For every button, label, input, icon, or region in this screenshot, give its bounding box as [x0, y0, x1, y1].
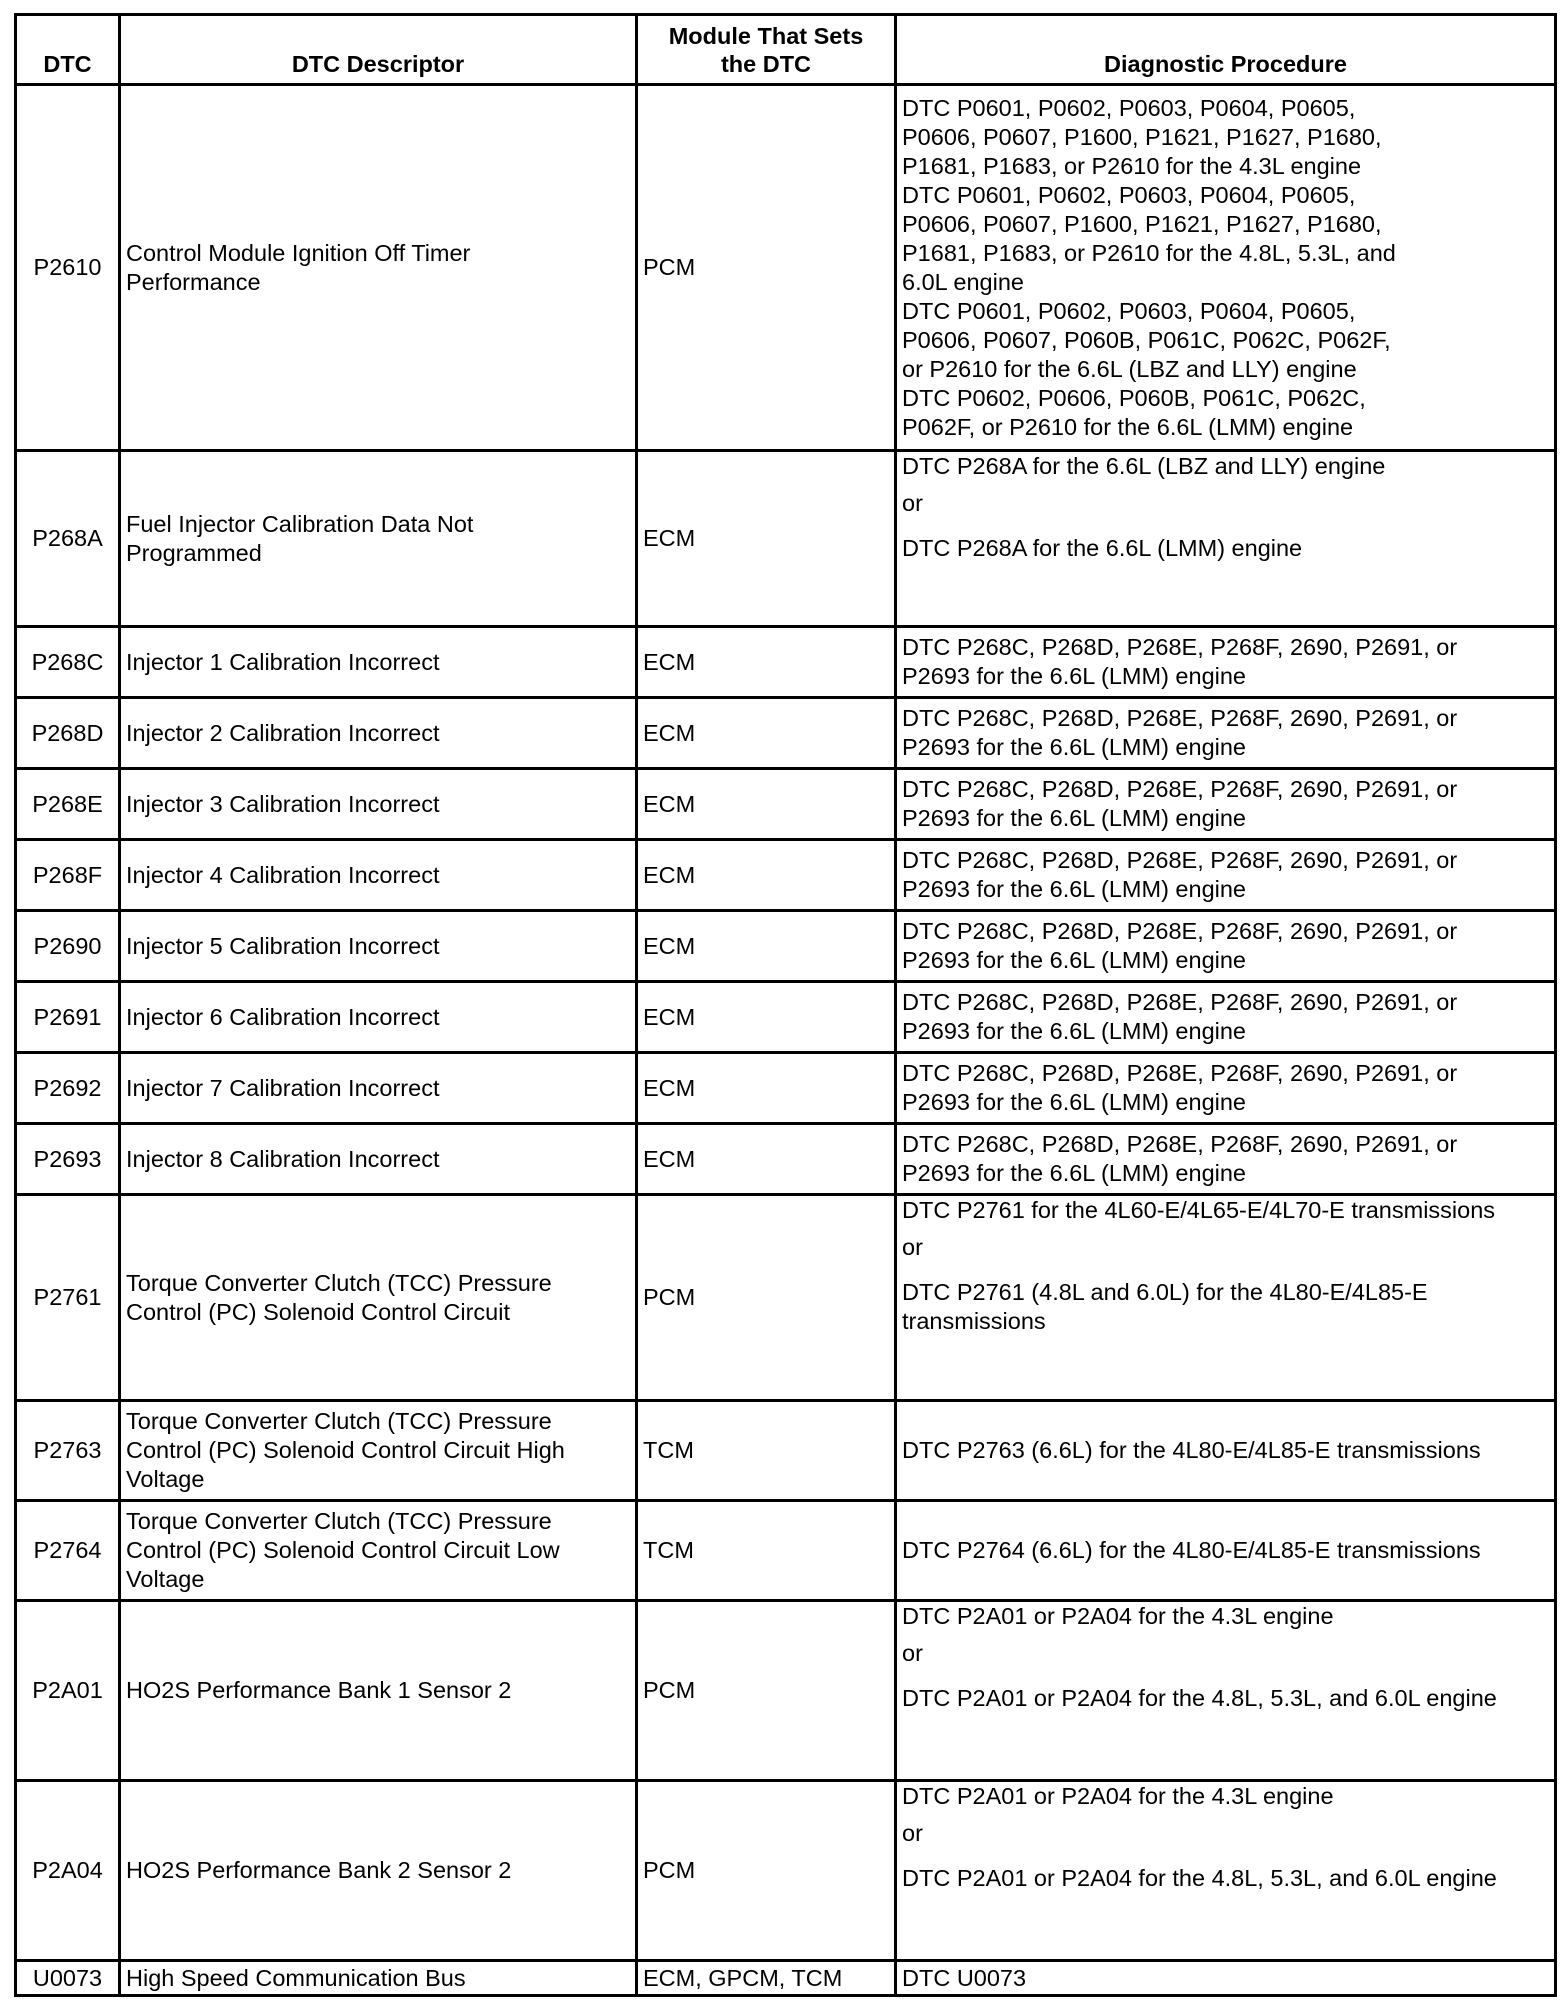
module-cell	[637, 840, 896, 911]
procedure-line: 6.0L engine	[902, 268, 1024, 295]
dtc-code-cell	[16, 1781, 120, 1961]
procedure-line: P1681, P1683, or P2610 for the 4.3L engine	[902, 152, 1362, 179]
dtc-descriptor-line: Voltage	[126, 1466, 205, 1492]
module-name: TCM	[643, 1537, 694, 1563]
dtc-code: P268D	[31, 719, 104, 746]
procedure-line: DTC P0601, P0602, P0603, P0604, P0605,	[902, 94, 1356, 121]
module-name: ECM	[643, 932, 696, 959]
procedure-line: DTC P268C, P268D, P268E, P268F, 2690, P2691, or	[902, 1060, 1458, 1086]
procedure-line: P2693 for the 6.6L (LMM) engine	[902, 805, 1246, 831]
dtc-code: P268E	[32, 790, 103, 817]
module-name: ECM	[643, 1003, 696, 1030]
dtc-descriptor-line: Injector 3 Calibration Incorrect	[126, 790, 440, 817]
procedure-cell	[896, 1053, 1556, 1124]
table-row	[16, 85, 1556, 451]
procedure-separator: or	[902, 490, 923, 516]
dtc-descriptor-line: Injector 1 Calibration Incorrect	[126, 648, 440, 675]
module-cell	[637, 911, 896, 982]
spacer	[902, 1262, 1549, 1270]
procedure-entry	[902, 988, 1549, 1046]
procedure-line: DTC P268C, P268D, P268E, P268F, 2690, P2691, or	[902, 776, 1458, 802]
dtc-table	[14, 13, 1557, 1997]
procedure-cell	[896, 1601, 1556, 1781]
procedure-line: DTC P268A for the 6.6L (LMM) engine	[902, 535, 1303, 561]
procedure-line: P2693 for the 6.6L (LMM) engine	[902, 734, 1246, 760]
dtc-descriptor-line: Injector 8 Calibration Incorrect	[126, 1145, 440, 1172]
module-name: ECM	[643, 1074, 696, 1101]
spacer	[902, 1270, 1549, 1278]
procedure-line: DTC U0073	[902, 1964, 1027, 1991]
procedure-separator: or	[902, 1234, 923, 1260]
procedure-entry	[902, 1864, 1549, 1893]
dtc-descriptor-line: Control Module Ignition Off Timer	[126, 239, 471, 266]
procedure-cell	[896, 1401, 1556, 1501]
procedure-entry	[902, 775, 1549, 833]
dtc-code-cell	[16, 1501, 120, 1601]
dtc-code: P2692	[33, 1074, 102, 1101]
procedure-entry	[902, 1130, 1549, 1188]
dtc-descriptor-cell	[120, 769, 637, 840]
module-cell	[637, 1601, 896, 1781]
procedure-line: DTC P2764 (6.6L) for the 4L80-E/4L85-E transmissions	[902, 1537, 1481, 1563]
procedure-cell	[896, 911, 1556, 982]
dtc-code: U0073	[32, 1964, 103, 1991]
dtc-code-cell	[16, 982, 120, 1053]
module-cell	[637, 1195, 896, 1401]
dtc-descriptor-cell	[120, 698, 637, 769]
procedure-line: DTC P268C, P268D, P268E, P268F, 2690, P2691, or	[902, 1131, 1458, 1157]
dtc-code-cell	[16, 1961, 120, 1996]
header-module	[637, 15, 896, 85]
dtc-descriptor-line: Injector 4 Calibration Incorrect	[126, 861, 440, 888]
module-cell	[637, 1781, 896, 1961]
procedure-cell	[896, 1195, 1556, 1401]
procedure-entry	[902, 846, 1549, 904]
dtc-code: P2693	[33, 1145, 102, 1172]
module-cell	[637, 1124, 896, 1195]
dtc-code: P2690	[33, 932, 102, 959]
dtc-code: P2764	[33, 1537, 102, 1563]
procedure-entry	[902, 1278, 1549, 1336]
header-procedure: Diagnostic Procedure	[896, 15, 1556, 85]
table-row	[16, 1601, 1556, 1781]
dtc-descriptor-line: Fuel Injector Calibration Data Not	[126, 510, 474, 537]
table-row	[16, 451, 1556, 627]
table-row	[16, 1124, 1556, 1195]
dtc-descriptor-line: Control (PC) Solenoid Control Circuit	[126, 1298, 510, 1325]
dtc-descriptor-line: Programmed	[126, 539, 262, 566]
procedure-line: DTC P268C, P268D, P268E, P268F, 2690, P2691, or	[902, 847, 1458, 873]
procedure-line: DTC P0601, P0602, P0603, P0604, P0605,	[902, 297, 1356, 324]
dtc-descriptor-line: Control (PC) Solenoid Control Circuit High	[126, 1437, 565, 1463]
procedure-cell	[896, 840, 1556, 911]
procedure-line: P0606, P0607, P1600, P1621, P1627, P1680,	[902, 123, 1382, 150]
module-cell	[637, 1401, 896, 1501]
dtc-descriptor-cell	[120, 85, 637, 451]
procedure-line: DTC P2A01 or P2A04 for the 4.8L, 5.3L, and 6.0L engine	[902, 1865, 1497, 1891]
procedure-line: DTC P2761 (4.8L and 6.0L) for the 4L80-E/4L85-E	[902, 1279, 1428, 1305]
procedure-line: DTC P0602, P0606, P060B, P061C, P062C,	[902, 384, 1366, 411]
table-row	[16, 698, 1556, 769]
procedure-entry	[902, 1059, 1549, 1117]
procedure-entry	[902, 384, 1549, 442]
table-row	[16, 769, 1556, 840]
header-row	[16, 15, 1556, 85]
spacer	[902, 1811, 1549, 1819]
procedure-line: or P2610 for the 6.6L (LBZ and LLY) engine	[902, 355, 1357, 382]
module-name: ECM	[643, 861, 696, 888]
dtc-code-cell	[16, 1401, 120, 1501]
procedure-line: DTC P268C, P268D, P268E, P268F, 2690, P2691, or	[902, 634, 1458, 660]
procedure-line: P0606, P0607, P1600, P1621, P1627, P1680,	[902, 210, 1382, 237]
dtc-descriptor-line: High Speed Communication Bus	[126, 1964, 466, 1991]
module-name: TCM	[643, 1437, 694, 1463]
procedure-entry	[902, 534, 1549, 563]
dtc-code-cell	[16, 698, 120, 769]
header-module-line1: Module That Sets	[668, 23, 864, 49]
dtc-descriptor-cell	[120, 1501, 637, 1601]
module-name: ECM	[643, 1145, 696, 1172]
dtc-code-cell	[16, 911, 120, 982]
procedure-cell	[896, 1781, 1556, 1961]
dtc-code: P268A	[32, 525, 103, 551]
module-cell	[637, 769, 896, 840]
procedure-entry	[902, 1684, 1549, 1713]
header-module-line2: the DTC	[720, 51, 812, 77]
procedure-line: P0606, P0607, P060B, P061C, P062C, P062F,	[902, 326, 1391, 353]
procedure-cell	[896, 1124, 1556, 1195]
table-row	[16, 840, 1556, 911]
dtc-code-cell	[16, 1601, 120, 1781]
procedure-cell	[896, 451, 1556, 627]
procedure-cell	[896, 982, 1556, 1053]
procedure-entry	[902, 1536, 1549, 1565]
procedure-line: DTC P0601, P0602, P0603, P0604, P0605,	[902, 181, 1356, 208]
procedure-separator: or	[902, 1640, 923, 1666]
procedure-cell	[896, 698, 1556, 769]
procedure-entry	[902, 1964, 1549, 1993]
procedure-line: DTC P2A01 or P2A04 for the 4.3L engine	[902, 1783, 1334, 1809]
dtc-code: P2A01	[32, 1677, 103, 1703]
module-name: ECM	[643, 525, 696, 551]
procedure-entry	[902, 1436, 1549, 1465]
procedure-entry	[902, 1196, 1549, 1225]
dtc-descriptor-cell	[120, 1053, 637, 1124]
module-cell	[637, 698, 896, 769]
procedure-line: P2693 for the 6.6L (LMM) engine	[902, 947, 1246, 973]
module-name: ECM	[643, 719, 696, 746]
module-name: PCM	[643, 254, 696, 280]
procedure-entry	[902, 181, 1549, 297]
dtc-code: P2761	[33, 1284, 102, 1310]
dtc-code-cell	[16, 1195, 120, 1401]
procedure-entry	[902, 452, 1549, 481]
dtc-descriptor-cell	[120, 1601, 637, 1781]
dtc-descriptor-cell	[120, 911, 637, 982]
procedure-entry	[902, 1782, 1549, 1811]
procedure-line: P062F, or P2610 for the 6.6L (LMM) engine	[902, 413, 1354, 440]
procedure-line: P1681, P1683, or P2610 for the 4.8L, 5.3L, and	[902, 239, 1396, 266]
dtc-code: P2610	[33, 254, 102, 280]
dtc-descriptor-cell	[120, 1195, 637, 1401]
spacer	[902, 1631, 1549, 1639]
spacer	[902, 1225, 1549, 1233]
spacer	[902, 1848, 1549, 1856]
dtc-code-cell	[16, 1053, 120, 1124]
dtc-descriptor-line: Torque Converter Clutch (TCC) Pressure	[126, 1269, 552, 1296]
module-name: PCM	[643, 1677, 696, 1703]
table-row	[16, 911, 1556, 982]
dtc-descriptor-line: HO2S Performance Bank 1 Sensor 2	[126, 1677, 512, 1703]
procedure-line: DTC P268C, P268D, P268E, P268F, 2690, P2691, or	[902, 989, 1458, 1015]
dtc-descriptor-cell	[120, 1781, 637, 1961]
module-name: ECM, GPCM, TCM	[643, 1964, 843, 1991]
module-cell	[637, 1053, 896, 1124]
dtc-code-cell	[16, 627, 120, 698]
spacer	[902, 518, 1549, 526]
procedure-entry	[902, 633, 1549, 691]
procedure-line: P2693 for the 6.6L (LMM) engine	[902, 1089, 1246, 1115]
table-row	[16, 1195, 1556, 1401]
procedure-line: P2693 for the 6.6L (LMM) engine	[902, 876, 1246, 902]
spacer	[902, 1668, 1549, 1676]
spacer	[902, 526, 1549, 534]
procedure-entry	[902, 297, 1549, 384]
procedure-entry	[902, 917, 1549, 975]
module-name: PCM	[643, 1857, 696, 1883]
procedure-line: P2693 for the 6.6L (LMM) engine	[902, 1160, 1246, 1186]
procedure-line: DTC P268A for the 6.6L (LBZ and LLY) engine	[902, 453, 1386, 479]
procedure-entry	[902, 1602, 1549, 1631]
header-descriptor: DTC Descriptor	[120, 15, 637, 85]
module-cell	[637, 1501, 896, 1601]
table-body	[16, 85, 1556, 1996]
dtc-code: P268C	[31, 648, 104, 675]
dtc-descriptor-cell	[120, 982, 637, 1053]
procedure-line: DTC P2A01 or P2A04 for the 4.3L engine	[902, 1603, 1334, 1629]
table-row	[16, 982, 1556, 1053]
procedure-entry	[902, 704, 1549, 762]
module-name: PCM	[643, 1284, 696, 1310]
dtc-descriptor-cell	[120, 1401, 637, 1501]
table-row	[16, 1961, 1556, 1996]
procedure-cell	[896, 627, 1556, 698]
spacer	[902, 1856, 1549, 1864]
procedure-cell	[896, 1501, 1556, 1601]
procedure-line: P2693 for the 6.6L (LMM) engine	[902, 1018, 1246, 1044]
dtc-descriptor-line: Torque Converter Clutch (TCC) Pressure	[126, 1408, 552, 1434]
procedure-line: DTC P2A01 or P2A04 for the 4.8L, 5.3L, and 6.0L engine	[902, 1685, 1497, 1711]
spacer	[902, 481, 1549, 489]
table-row	[16, 1781, 1556, 1961]
procedure-line: transmissions	[902, 1308, 1046, 1334]
procedure-cell	[896, 769, 1556, 840]
dtc-code: P2691	[33, 1003, 102, 1030]
module-name: ECM	[643, 790, 696, 817]
dtc-descriptor-line: Voltage	[126, 1566, 205, 1592]
module-cell	[637, 982, 896, 1053]
dtc-code-cell	[16, 840, 120, 911]
dtc-descriptor-line: HO2S Performance Bank 2 Sensor 2	[126, 1857, 512, 1883]
dtc-code: P2763	[33, 1437, 102, 1463]
dtc-descriptor-line: Control (PC) Solenoid Control Circuit Low	[126, 1537, 560, 1563]
dtc-descriptor-cell	[120, 451, 637, 627]
procedure-line: DTC P2763 (6.6L) for the 4L80-E/4L85-E transmissions	[902, 1437, 1481, 1463]
table-row	[16, 1401, 1556, 1501]
procedure-line: DTC P268C, P268D, P268E, P268F, 2690, P2691, or	[902, 918, 1458, 944]
module-cell	[637, 85, 896, 451]
module-name: ECM	[643, 648, 696, 675]
procedure-line: DTC P2761 for the 4L60-E/4L65-E/4L70-E transmissions	[902, 1197, 1496, 1223]
table-row	[16, 1053, 1556, 1124]
dtc-descriptor-line: Injector 5 Calibration Incorrect	[126, 932, 440, 959]
table-row	[16, 627, 1556, 698]
spacer	[902, 1676, 1549, 1684]
module-cell	[637, 451, 896, 627]
procedure-cell	[896, 85, 1556, 451]
dtc-descriptor-cell	[120, 627, 637, 698]
table-row	[16, 1501, 1556, 1601]
dtc-descriptor-line: Injector 2 Calibration Incorrect	[126, 719, 440, 746]
dtc-descriptor-line: Injector 6 Calibration Incorrect	[126, 1003, 440, 1030]
dtc-descriptor-cell	[120, 840, 637, 911]
dtc-descriptor-cell	[120, 1961, 637, 1996]
procedure-line: DTC P268C, P268D, P268E, P268F, 2690, P2691, or	[902, 705, 1458, 731]
dtc-code: P2A04	[32, 1857, 103, 1883]
dtc-code-cell	[16, 85, 120, 451]
procedure-line: P2693 for the 6.6L (LMM) engine	[902, 663, 1246, 689]
dtc-descriptor-line: Torque Converter Clutch (TCC) Pressure	[126, 1508, 552, 1534]
module-cell	[637, 1961, 896, 1996]
procedure-cell	[896, 1961, 1556, 1996]
dtc-code: P268F	[32, 861, 103, 888]
module-cell	[637, 627, 896, 698]
dtc-code-cell	[16, 451, 120, 627]
header-dtc: DTC	[16, 15, 120, 85]
dtc-code-cell	[16, 1124, 120, 1195]
procedure-entry	[902, 94, 1549, 181]
dtc-descriptor-line: Performance	[126, 268, 261, 295]
dtc-descriptor-line: Injector 7 Calibration Incorrect	[126, 1074, 440, 1101]
dtc-code-cell	[16, 769, 120, 840]
procedure-separator: or	[902, 1820, 923, 1846]
dtc-descriptor-cell	[120, 1124, 637, 1195]
